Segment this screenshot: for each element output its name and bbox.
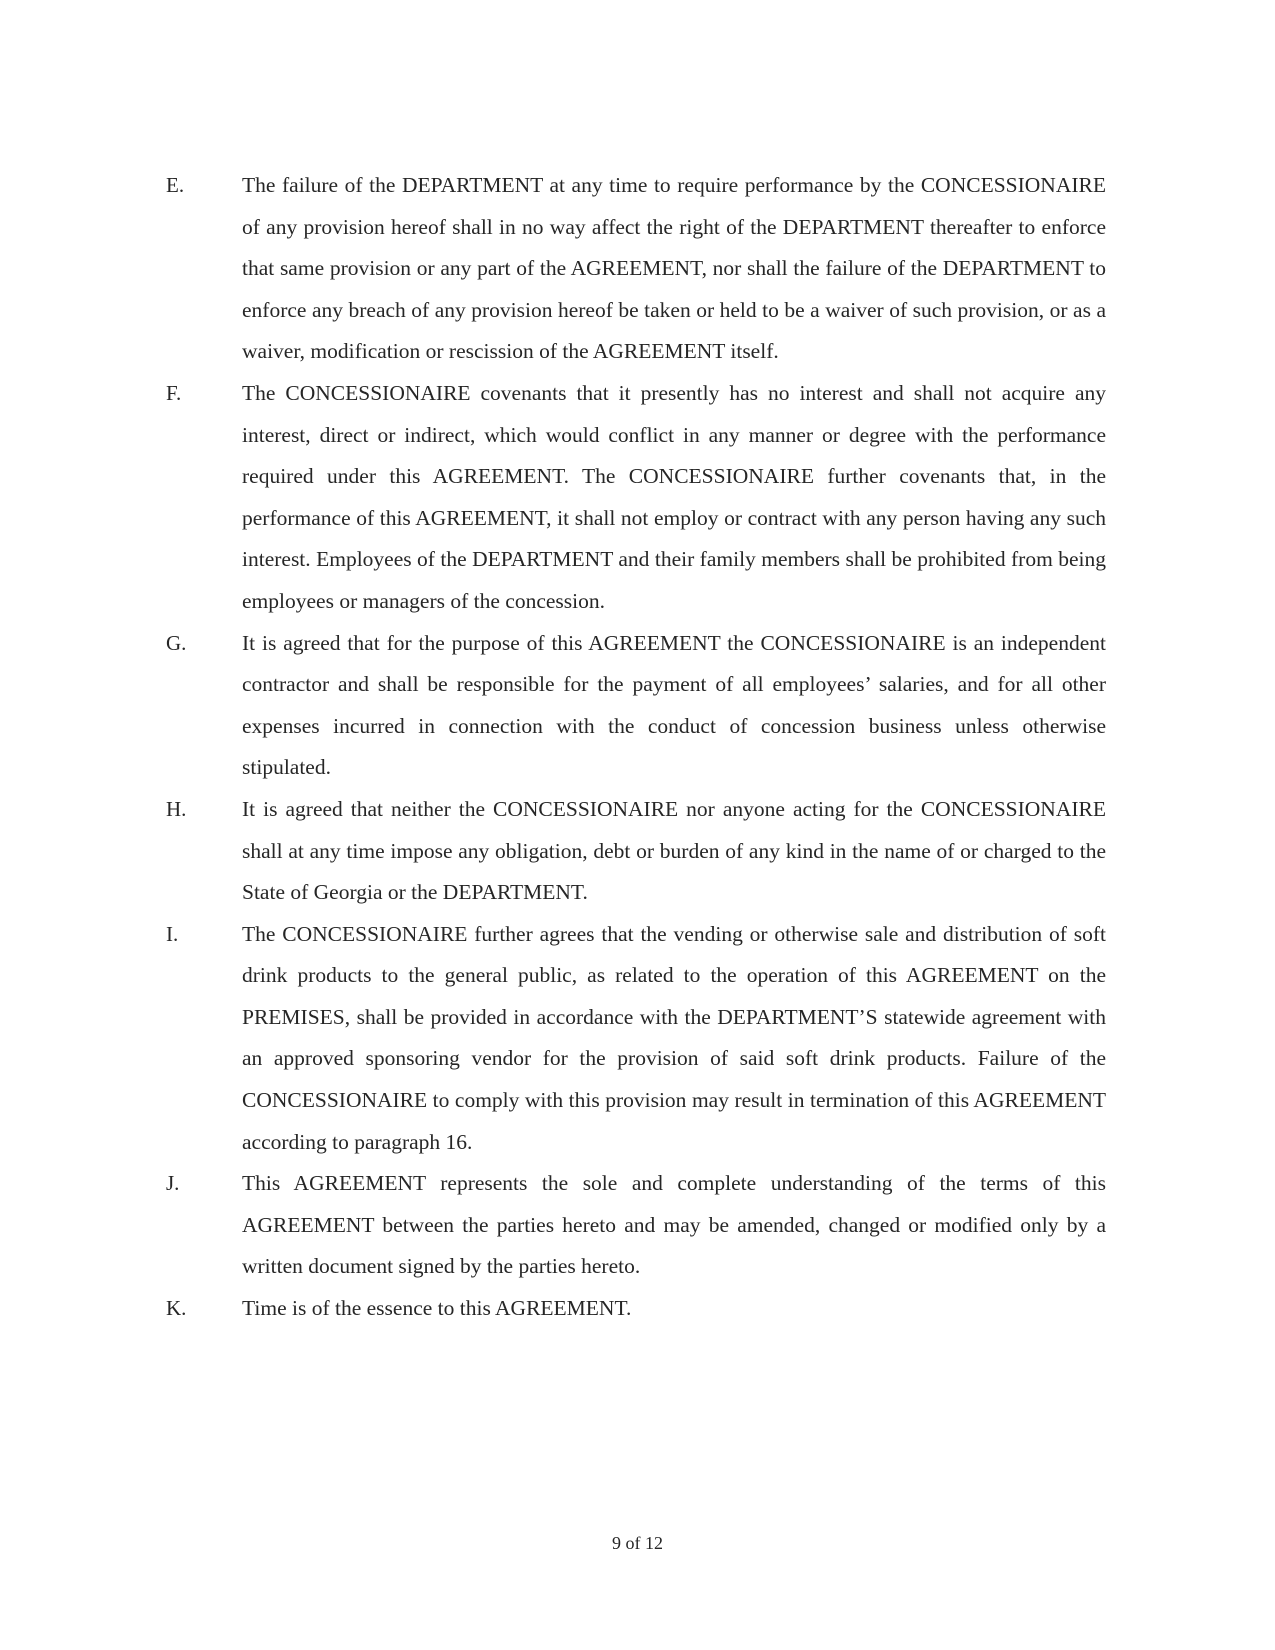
clause-list xyxy=(166,165,1106,1330)
clause-letter: K. xyxy=(166,1296,187,1321)
clause-k xyxy=(166,1288,1106,1330)
clause-f xyxy=(166,373,1106,623)
clause-i xyxy=(166,914,1106,1164)
clause-letter: I. xyxy=(166,921,179,946)
clause-j xyxy=(166,1163,1106,1288)
clause-letter: H. xyxy=(166,796,187,821)
clause-letter: G. xyxy=(166,630,187,655)
clause-e xyxy=(166,165,1106,373)
clause-text: Time is of the essence to this AGREEMENT. xyxy=(242,1296,632,1321)
clause-text: This AGREEMENT represents the sole and complete understanding of the terms of this AGREEMENT between the parties hereto and may be amended, changed or modified only by a written document signed by the parties hereto. xyxy=(242,1171,1106,1279)
clause-letter: E. xyxy=(166,173,185,197)
clause-text: The failure of the DEPARTMENT at any time to require performance by the CONCESSIONAIRE of any provision hereof shall in no way affect the right of the DEPARTMENT thereafter to enforce that same provision or any part of the AGREEMENT, nor shall the failure of the DEPARTMENT to enforce any breach of any provision hereof be taken or held to be a waiver of such provision, or as a waiver, modification or rescission of the AGREEMENT itself. xyxy=(242,173,1106,364)
clause-g xyxy=(166,623,1106,789)
clause-letter: F. xyxy=(166,380,182,405)
clause-text: The CONCESSIONAIRE further agrees that the vending or otherwise sale and distribution of soft drink products to the general public, as related to the operation of this AGREEMENT on the PREMISES, shall be provided in accordance with the DEPARTMENT’S statewide agreement with an approved sponsoring vendor for the provision of said soft drink products. Failure of the CONCESSIONAIRE to comply with this provision may result in termination of this AGREEMENT according to paragraph 16. xyxy=(242,921,1106,1154)
clause-h xyxy=(166,789,1106,914)
page-number: 9 of 12 xyxy=(612,1533,663,1553)
clause-text: The CONCESSIONAIRE covenants that it presently has no interest and shall not acquire any interest, direct or indirect, which would conflict in any manner or degree with the performance required under this AGREEMENT. The CONCESSIONAIRE further covenants that, in the performance of this AGREEMENT, it shall not employ or contract with any person having any such interest. Employees of the DEPARTMENT and their family members shall be prohibited from being employees or managers of the concession. xyxy=(242,380,1106,613)
clause-text: It is agreed that neither the CONCESSIONAIRE nor anyone acting for the CONCESSIONAIRE shall at any time impose any obligation, debt or burden of any kind in the name of or charged to the State of Georgia or the DEPARTMENT. xyxy=(242,796,1106,905)
clause-text: It is agreed that for the purpose of this AGREEMENT the CONCESSIONAIRE is an independent contractor and shall be responsible for the payment of all employees’ salaries, and for all other expenses incurred in connection with the conduct of concession business unless otherwise stipulated. xyxy=(242,630,1106,780)
clause-letter: J. xyxy=(166,1171,180,1196)
